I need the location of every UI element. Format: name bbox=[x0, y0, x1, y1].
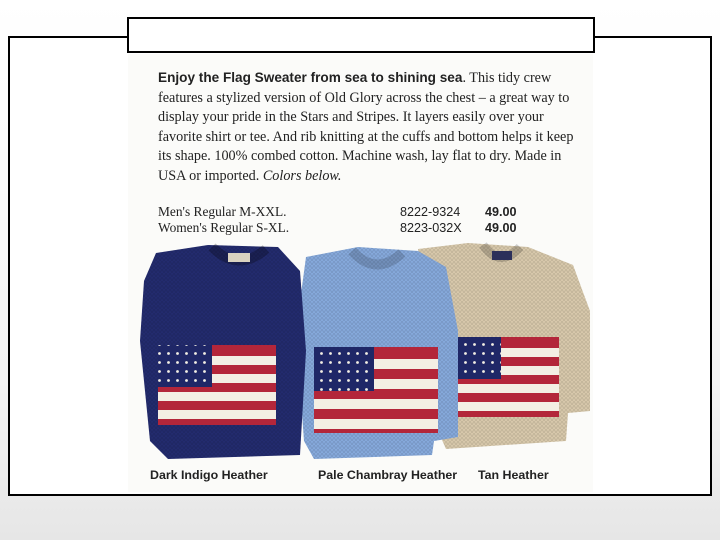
item-price: 49.00 bbox=[485, 221, 517, 235]
sweater-dark-indigo bbox=[140, 245, 306, 459]
ad-copy bbox=[158, 68, 578, 187]
price-list bbox=[158, 204, 578, 236]
flag-dark-indigo bbox=[158, 345, 276, 425]
ad-body-text: . This tidy crew features a stylized version of Old Glory across the chest – a great way to display your pride in the Stars and Stripes. It layers easily over your favorite shirt or tee. And rib knitting at the cuffs and bottom helps it keep its shape. 100% combed cotton. Machine wash, lay flat to dry. Made in USA or imported. bbox=[158, 70, 574, 184]
size-label: Men's Regular M-XXL. bbox=[158, 204, 287, 219]
item-price: 49.00 bbox=[485, 205, 517, 219]
flag-tan bbox=[447, 337, 559, 417]
caption-dark-indigo: Dark Indigo Heather bbox=[150, 468, 268, 482]
sweater-pale-chambray bbox=[296, 247, 458, 459]
price-row-womens bbox=[158, 220, 578, 236]
caption-pale-chambray: Pale Chambray Heather bbox=[318, 468, 458, 482]
item-number: 8223-032X bbox=[400, 221, 462, 235]
slide-title-box bbox=[127, 17, 595, 53]
size-label: Women's Regular S-XL. bbox=[158, 220, 290, 235]
sweater-photo bbox=[128, 241, 593, 463]
caption-tan: Tan Heather bbox=[478, 468, 549, 482]
catalog-ad bbox=[128, 54, 593, 492]
colors-note: Colors below. bbox=[262, 167, 342, 184]
price-row-mens bbox=[158, 204, 578, 220]
flag-pale-chambray bbox=[314, 347, 438, 433]
item-number: 8222-9324 bbox=[400, 205, 461, 219]
ad-headline: Enjoy the Flag Sweater from sea to shining sea bbox=[158, 70, 463, 85]
